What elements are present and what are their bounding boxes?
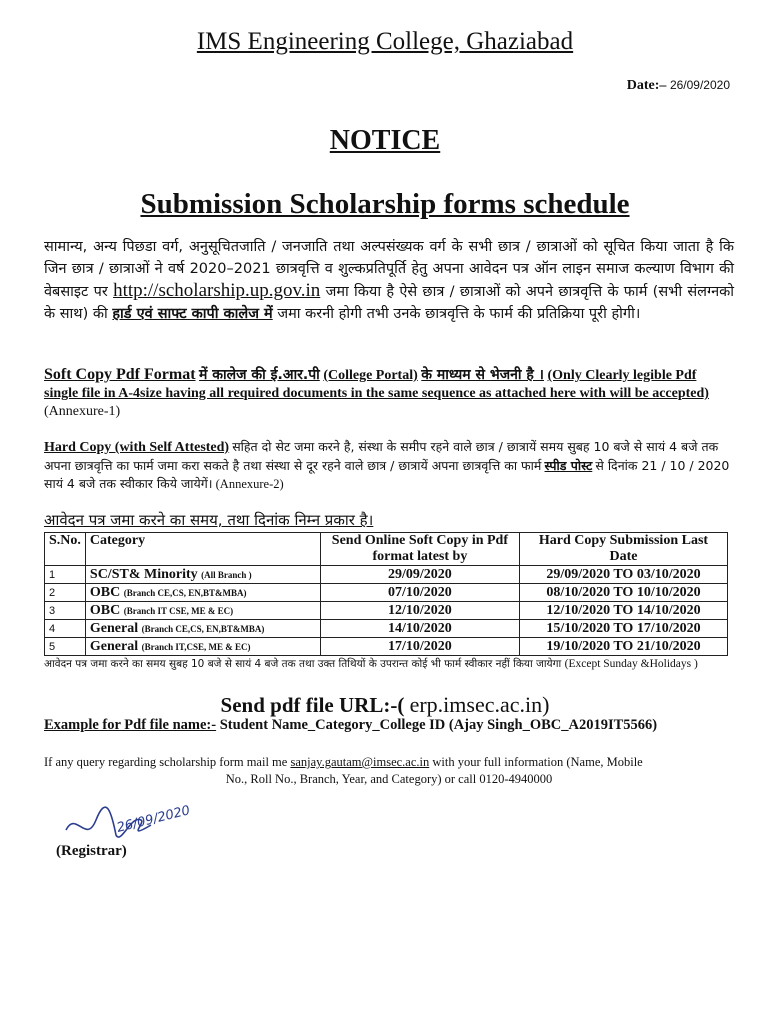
soft-copy-hindi-a: में कालेज की ई.आर.पी: [199, 367, 320, 383]
example-text: Student Name_Category_College ID (Ajay Singh_OBC_A2019IT5566): [219, 717, 658, 733]
query-contact: [44, 754, 734, 788]
soft-copy-hindi-b: के माध्यम से भेजनी है ।: [421, 367, 544, 383]
row-sno: 2: [45, 584, 86, 602]
row-sno: 5: [45, 638, 86, 656]
timing-note-english: (Except Sunday &Holidays ): [564, 658, 698, 670]
date-label: Date:–: [626, 78, 667, 93]
row-category: General (Branch IT,CSE, ME & EC): [85, 638, 320, 656]
subject-heading: Submission Scholarship forms schedule: [140, 188, 630, 220]
row-sno: 1: [45, 566, 86, 584]
send-pdf-line: [0, 692, 770, 718]
header-soft-copy: Send Online Soft Copy in Pdf format latest by: [320, 533, 519, 566]
row-hard-dates: 15/10/2020 TO 17/10/2020: [519, 620, 727, 638]
hindi-text-a: सामान्य, अन्य पिछडा वर्ग, अनुसूचितजाति / जनजाति तथा अल्पसंख्यक वर्ग के सभी छात्र / छात्राओं को सूचित किया जाता है कि जिन छात्र / छात्राओं ने वर्ष 2020–2021 छात्रवृत्ति व शुल्कप्रतिपूर्ति हेतु अपना आवेदन पत्र ऑन लाइन समाज कल्याण विभाग की वेबसाइट पर: [44, 239, 734, 300]
college-name: IMS Engineering College, Ghaziabad: [196, 28, 574, 55]
hindi-text-c: जमा करनी होगी तभी उनके छात्रवृत्ति के फार्म की प्रतिक्रिया पूरी होगी।: [277, 306, 641, 322]
header-sno: S.No.: [45, 533, 86, 566]
hard-copy-text-a: सहित दो सेट जमा करने है, संस्था के समीप रहने वाले छात्र / छात्रायें समय सुबह 10 बजे से सायं 4 बजे तक अपना छात्रवृत्ति का फार्म जमा करा सकते है तथा संस्था से दूर रहने वाले छात्र / छात्रायें अपना छात्रवृत्ति का फार्म: [44, 439, 719, 473]
send-close: ): [542, 692, 550, 717]
row-hard-dates: 19/10/2020 TO 21/10/2020: [519, 638, 727, 656]
row-hard-dates: 08/10/2020 TO 10/10/2020: [519, 584, 727, 602]
annexure-1: (Annexure-1): [44, 404, 121, 419]
registrar-label: (Registrar): [56, 843, 127, 859]
annexure-2: (Annexure-2): [215, 477, 284, 491]
hard-copy-paragraph: [44, 438, 734, 493]
notice-date: [627, 78, 730, 94]
scholarship-url-link[interactable]: http://scholarship.up.gov.in: [113, 280, 321, 301]
filename-example: [44, 716, 734, 735]
row-category: OBC (Branch CE,CS, EN,BT&MBA): [85, 584, 320, 602]
signature-date: 26/09/2020: [115, 803, 192, 836]
table-row: [45, 638, 728, 656]
query-text-a: If any query regarding scholarship form mail me: [44, 755, 288, 769]
row-soft-date: 12/10/2020: [320, 602, 519, 620]
row-sno: 4: [45, 620, 86, 638]
hard-copy-text-b: से दिनांक 21 / 10 / 2020 सायं 4 बजे तक स्वीकार किये जायेगें।: [44, 458, 730, 491]
timing-note: [44, 656, 734, 673]
soft-copy-paragraph: [44, 366, 734, 421]
row-hard-dates: 29/09/2020 TO 03/10/2020: [519, 566, 727, 584]
row-soft-date: 07/10/2020: [320, 584, 519, 602]
query-text-b: with your full information (Name, Mobile: [432, 755, 643, 769]
send-label: Send pdf file URL:-(: [220, 693, 405, 717]
timing-note-hindi: आवेदन पत्र जमा करने का समय सुबह 10 बजे से सायं 4 बजे तक तथा उक्त तिथियों के उपरान्त कोई भी फार्म स्वीकार नहीं किया जायेगा: [44, 658, 562, 670]
schedule-table: [44, 532, 728, 656]
table-row: [45, 566, 728, 584]
row-category: General (Branch CE,CS, EN,BT&MBA): [85, 620, 320, 638]
schedule-table-title: आवेदन पत्र जमा करने का समय, तथा दिनांक निम्न प्रकार है।: [44, 511, 374, 529]
example-label: Example for Pdf file name:-: [44, 717, 217, 733]
hindi-text-b: जमा किया है ऐसे छात्र / छात्राओं को अपने छात्रवृत्ति के फार्म (सभी संलग्नको के साथ) की: [44, 284, 735, 322]
hard-copy-title: Hard Copy (with Self Attested): [44, 440, 230, 455]
row-category: OBC (Branch IT CSE, ME & EC): [85, 602, 320, 620]
notice-title: NOTICE: [329, 125, 441, 156]
query-text-c: No., Roll No., Branch, Year, and Category) or call 0120-4940000: [225, 772, 553, 786]
date-value: 26/09/2020: [669, 78, 730, 92]
table-row: [45, 620, 728, 638]
erp-url-link[interactable]: erp.imsec.ac.in: [409, 692, 543, 717]
college-portal-text: (College Portal): [323, 368, 418, 383]
table-row: [45, 584, 728, 602]
table-header-row: [45, 533, 728, 566]
row-hard-dates: 12/10/2020 TO 14/10/2020: [519, 602, 727, 620]
registrar-signature: [56, 790, 236, 850]
header-hard-copy: Hard Copy Submission Last Date: [519, 533, 727, 566]
row-soft-date: 29/09/2020: [320, 566, 519, 584]
hindi-bold-text: हार्ड एवं साफ्ट कापी कालेज में: [112, 306, 273, 322]
row-sno: 3: [45, 602, 86, 620]
email-link[interactable]: sanjay.gautam@imsec.ac.in: [290, 755, 430, 769]
soft-copy-condition: (Only Clearly legible Pdf single file in A-4size having all required documents in the same sequence as attached here with will be accepted): [44, 368, 709, 401]
row-soft-date: 17/10/2020: [320, 638, 519, 656]
table-row: [45, 602, 728, 620]
row-soft-date: 14/10/2020: [320, 620, 519, 638]
hindi-paragraph: [44, 236, 734, 325]
soft-copy-title: Soft Copy Pdf Format: [44, 366, 196, 383]
header-category: Category: [85, 533, 320, 566]
speed-post-text: स्पीड पोस्ट: [544, 458, 593, 473]
row-category: SC/ST& Minority (All Branch ): [85, 566, 320, 584]
